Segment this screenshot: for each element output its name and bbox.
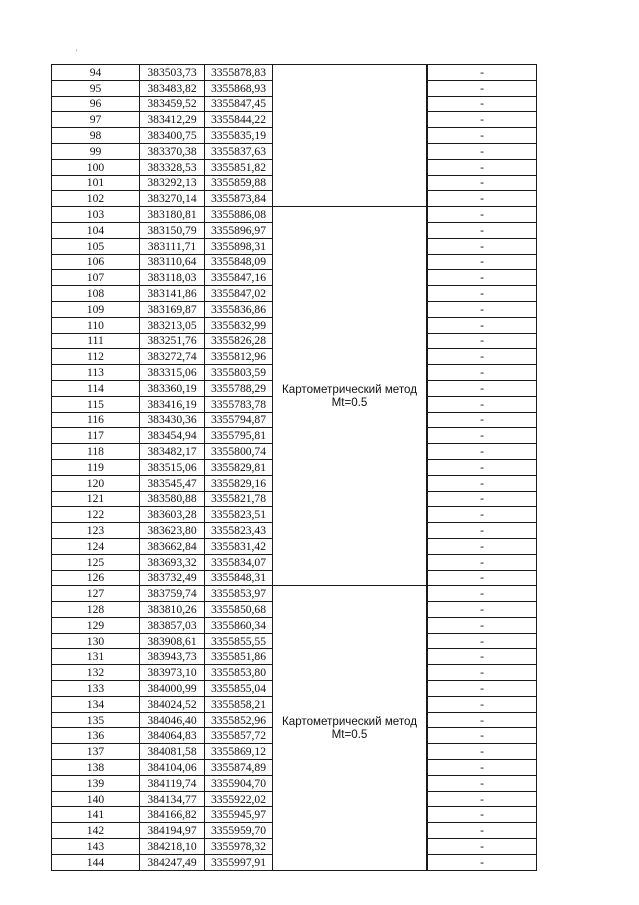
x-coordinate-cell: 383908,61 (140, 633, 205, 649)
y-coordinate-cell: 3355844,22 (205, 112, 273, 128)
value-cell: - (428, 775, 537, 791)
y-coordinate-cell: 3355851,82 (205, 159, 273, 175)
value-cell: - (428, 728, 537, 744)
value-cell: - (428, 507, 537, 523)
x-coordinate-cell: 383662,84 (140, 538, 205, 554)
x-coordinate-cell: 384166,82 (140, 807, 205, 823)
point-number-cell: 125 (52, 554, 140, 570)
value-cell: - (428, 80, 537, 96)
y-coordinate-cell: 3355855,04 (205, 681, 273, 697)
x-coordinate-cell: 383412,29 (140, 112, 205, 128)
point-number-cell: 95 (52, 80, 140, 96)
x-coordinate-cell: 383272,74 (140, 349, 205, 365)
y-coordinate-cell: 3355800,74 (205, 444, 273, 460)
x-coordinate-cell: 383545,47 (140, 475, 205, 491)
y-coordinate-cell: 3355831,42 (205, 538, 273, 554)
point-number-cell: 123 (52, 523, 140, 539)
point-number-cell: 94 (52, 65, 140, 81)
x-coordinate-cell: 383150,79 (140, 222, 205, 238)
y-coordinate-cell: 3355851,86 (205, 649, 273, 665)
point-number-cell: 121 (52, 491, 140, 507)
point-number-cell: 101 (52, 175, 140, 191)
point-number-cell: 99 (52, 143, 140, 159)
y-coordinate-cell: 3355945,97 (205, 807, 273, 823)
value-cell: - (428, 807, 537, 823)
value-cell: - (428, 523, 537, 539)
value-cell: - (428, 191, 537, 207)
point-number-cell: 120 (52, 475, 140, 491)
value-cell: - (428, 333, 537, 349)
y-coordinate-cell: 3355847,45 (205, 96, 273, 112)
point-number-cell: 116 (52, 412, 140, 428)
point-number-cell: 115 (52, 396, 140, 412)
y-coordinate-cell: 3355898,31 (205, 238, 273, 254)
x-coordinate-cell: 383693,32 (140, 554, 205, 570)
point-number-cell: 110 (52, 317, 140, 333)
point-number-cell: 113 (52, 365, 140, 381)
point-number-cell: 129 (52, 617, 140, 633)
value-cell: - (428, 365, 537, 381)
y-coordinate-cell: 3355896,97 (205, 222, 273, 238)
value-cell: - (428, 222, 537, 238)
point-number-cell: 128 (52, 602, 140, 618)
y-coordinate-cell: 3355858,21 (205, 696, 273, 712)
point-number-cell: 102 (52, 191, 140, 207)
x-coordinate-cell: 384064,83 (140, 728, 205, 744)
x-coordinate-cell: 383370,38 (140, 143, 205, 159)
x-coordinate-cell: 383482,17 (140, 444, 205, 460)
value-cell: - (428, 854, 537, 870)
method-cell (273, 207, 427, 586)
method-cell (273, 65, 427, 207)
point-number-cell: 134 (52, 696, 140, 712)
method-label: Картометрический метод (282, 714, 417, 728)
y-coordinate-cell: 3355812,96 (205, 349, 273, 365)
value-cell: - (428, 96, 537, 112)
coordinates-table (51, 64, 537, 871)
x-coordinate-cell: 384247,49 (140, 854, 205, 870)
y-coordinate-cell: 3355873,84 (205, 191, 273, 207)
point-number-cell: 119 (52, 459, 140, 475)
x-coordinate-cell: 384081,58 (140, 744, 205, 760)
x-coordinate-cell: 383623,80 (140, 523, 205, 539)
y-coordinate-cell: 3355978,32 (205, 839, 273, 855)
point-number-cell: 142 (52, 823, 140, 839)
value-cell: - (428, 791, 537, 807)
y-coordinate-cell: 3355848,31 (205, 570, 273, 586)
value-cell: - (428, 602, 537, 618)
y-coordinate-cell: 3355829,16 (205, 475, 273, 491)
y-coordinate-cell: 3355852,96 (205, 712, 273, 728)
y-coordinate-cell: 3355868,93 (205, 80, 273, 96)
point-number-cell: 106 (52, 254, 140, 270)
x-coordinate-cell: 383270,14 (140, 191, 205, 207)
x-coordinate-cell: 383973,10 (140, 665, 205, 681)
x-coordinate-cell: 383483,82 (140, 80, 205, 96)
value-cell: - (428, 396, 537, 412)
y-coordinate-cell: 3355859,88 (205, 175, 273, 191)
point-number-cell: 105 (52, 238, 140, 254)
x-coordinate-cell: 383603,28 (140, 507, 205, 523)
y-coordinate-cell: 3355878,83 (205, 65, 273, 81)
x-coordinate-cell: 383454,94 (140, 428, 205, 444)
y-coordinate-cell: 3355857,72 (205, 728, 273, 744)
y-coordinate-cell: 3355803,59 (205, 365, 273, 381)
x-coordinate-cell: 384218,10 (140, 839, 205, 855)
y-coordinate-cell: 3355788,29 (205, 380, 273, 396)
x-coordinate-cell: 383416,19 (140, 396, 205, 412)
value-cell: - (428, 412, 537, 428)
y-coordinate-cell: 3355821,78 (205, 491, 273, 507)
x-coordinate-cell: 383943,73 (140, 649, 205, 665)
y-coordinate-cell: 3355922,02 (205, 791, 273, 807)
x-coordinate-cell: 384134,77 (140, 791, 205, 807)
x-coordinate-cell: 383459,52 (140, 96, 205, 112)
x-coordinate-cell: 383141,86 (140, 286, 205, 302)
x-coordinate-cell: 383169,87 (140, 301, 205, 317)
point-number-cell: 114 (52, 380, 140, 396)
x-coordinate-cell: 383810,26 (140, 602, 205, 618)
y-coordinate-cell: 3355848,09 (205, 254, 273, 270)
y-coordinate-cell: 3355847,02 (205, 286, 273, 302)
value-cell: - (428, 159, 537, 175)
value-cell: - (428, 286, 537, 302)
point-number-cell: 140 (52, 791, 140, 807)
value-cell: - (428, 143, 537, 159)
x-coordinate-cell: 383118,03 (140, 270, 205, 286)
x-coordinate-cell: 383251,76 (140, 333, 205, 349)
value-cell: - (428, 491, 537, 507)
point-number-cell: 130 (52, 633, 140, 649)
x-coordinate-cell: 383857,03 (140, 617, 205, 633)
method-cell (273, 586, 427, 870)
y-coordinate-cell: 3355832,99 (205, 317, 273, 333)
value-cell: - (428, 238, 537, 254)
y-coordinate-cell: 3355869,12 (205, 744, 273, 760)
x-coordinate-cell: 383503,73 (140, 65, 205, 81)
point-number-cell: 112 (52, 349, 140, 365)
stray-mark: ' (76, 48, 78, 57)
point-number-cell: 97 (52, 112, 140, 128)
y-coordinate-cell: 3355847,16 (205, 270, 273, 286)
value-cell: - (428, 444, 537, 460)
y-coordinate-cell: 3355853,97 (205, 586, 273, 602)
value-cell: - (428, 649, 537, 665)
y-coordinate-cell: 3355835,19 (205, 128, 273, 144)
y-coordinate-cell: 3355823,51 (205, 507, 273, 523)
point-number-cell: 126 (52, 570, 140, 586)
x-coordinate-cell: 384104,06 (140, 760, 205, 776)
y-coordinate-cell: 3355834,07 (205, 554, 273, 570)
value-cell: - (428, 570, 537, 586)
point-number-cell: 118 (52, 444, 140, 460)
x-coordinate-cell: 384000,99 (140, 681, 205, 697)
value-cell: - (428, 475, 537, 491)
value-cell: - (428, 617, 537, 633)
y-coordinate-cell: 3355853,80 (205, 665, 273, 681)
point-number-cell: 100 (52, 159, 140, 175)
x-coordinate-cell: 383111,71 (140, 238, 205, 254)
table-row (52, 65, 537, 81)
point-number-cell: 104 (52, 222, 140, 238)
point-number-cell: 138 (52, 760, 140, 776)
value-cell: - (428, 681, 537, 697)
value-cell: - (428, 665, 537, 681)
point-number-cell: 108 (52, 286, 140, 302)
point-number-cell: 131 (52, 649, 140, 665)
value-cell: - (428, 554, 537, 570)
value-cell: - (428, 317, 537, 333)
y-coordinate-cell: 3355997,91 (205, 854, 273, 870)
x-coordinate-cell: 384024,52 (140, 696, 205, 712)
value-cell: - (428, 633, 537, 649)
x-coordinate-cell: 383315,06 (140, 365, 205, 381)
x-coordinate-cell: 383180,81 (140, 207, 205, 223)
y-coordinate-cell: 3355860,34 (205, 617, 273, 633)
value-cell: - (428, 712, 537, 728)
value-cell: - (428, 538, 537, 554)
y-coordinate-cell: 3355855,55 (205, 633, 273, 649)
x-coordinate-cell: 383580,88 (140, 491, 205, 507)
x-coordinate-cell: 383515,06 (140, 459, 205, 475)
point-number-cell: 137 (52, 744, 140, 760)
y-coordinate-cell: 3355836,86 (205, 301, 273, 317)
value-cell: - (428, 112, 537, 128)
y-coordinate-cell: 3355837,63 (205, 143, 273, 159)
x-coordinate-cell: 384119,74 (140, 775, 205, 791)
value-cell: - (428, 428, 537, 444)
value-cell: - (428, 380, 537, 396)
y-coordinate-cell: 3355904,70 (205, 775, 273, 791)
y-coordinate-cell: 3355850,68 (205, 602, 273, 618)
x-coordinate-cell: 383213,05 (140, 317, 205, 333)
y-coordinate-cell: 3355823,43 (205, 523, 273, 539)
point-number-cell: 144 (52, 854, 140, 870)
point-number-cell: 136 (52, 728, 140, 744)
y-coordinate-cell: 3355829,81 (205, 459, 273, 475)
point-number-cell: 109 (52, 301, 140, 317)
point-number-cell: 98 (52, 128, 140, 144)
value-cell: - (428, 839, 537, 855)
point-number-cell: 135 (52, 712, 140, 728)
point-number-cell: 143 (52, 839, 140, 855)
value-cell: - (428, 823, 537, 839)
point-number-cell: 111 (52, 333, 140, 349)
value-cell: - (428, 301, 537, 317)
method-label: Картометрический метод (282, 383, 417, 397)
point-number-cell: 124 (52, 538, 140, 554)
value-cell: - (428, 270, 537, 286)
coordinates-table-body (52, 65, 537, 871)
y-coordinate-cell: 3355795,81 (205, 428, 273, 444)
y-coordinate-cell: 3355783,78 (205, 396, 273, 412)
value-cell: - (428, 128, 537, 144)
value-cell: - (428, 175, 537, 191)
value-cell: - (428, 349, 537, 365)
point-number-cell: 133 (52, 681, 140, 697)
accuracy-label: Mt=0.5 (331, 396, 368, 410)
value-cell: - (428, 760, 537, 776)
y-coordinate-cell: 3355794,87 (205, 412, 273, 428)
value-cell: - (428, 459, 537, 475)
y-coordinate-cell: 3355886,08 (205, 207, 273, 223)
point-number-cell: 96 (52, 96, 140, 112)
x-coordinate-cell: 383400,75 (140, 128, 205, 144)
point-number-cell: 117 (52, 428, 140, 444)
value-cell: - (428, 586, 537, 602)
accuracy-label: Mt=0.5 (331, 727, 368, 741)
value-cell: - (428, 254, 537, 270)
value-cell: - (428, 696, 537, 712)
y-coordinate-cell: 3355874,89 (205, 760, 273, 776)
x-coordinate-cell: 383360,19 (140, 380, 205, 396)
point-number-cell: 107 (52, 270, 140, 286)
y-coordinate-cell: 3355826,28 (205, 333, 273, 349)
x-coordinate-cell: 383110,64 (140, 254, 205, 270)
point-number-cell: 132 (52, 665, 140, 681)
x-coordinate-cell: 383292,13 (140, 175, 205, 191)
x-coordinate-cell: 384194,97 (140, 823, 205, 839)
value-cell: - (428, 65, 537, 81)
x-coordinate-cell: 383759,74 (140, 586, 205, 602)
table-row (52, 207, 537, 223)
x-coordinate-cell: 383430,36 (140, 412, 205, 428)
x-coordinate-cell: 384046,40 (140, 712, 205, 728)
x-coordinate-cell: 383328,53 (140, 159, 205, 175)
value-cell: - (428, 207, 537, 223)
x-coordinate-cell: 383732,49 (140, 570, 205, 586)
point-number-cell: 122 (52, 507, 140, 523)
value-cell: - (428, 744, 537, 760)
point-number-cell: 127 (52, 586, 140, 602)
point-number-cell: 139 (52, 775, 140, 791)
table-row (52, 586, 537, 602)
y-coordinate-cell: 3355959,70 (205, 823, 273, 839)
point-number-cell: 141 (52, 807, 140, 823)
point-number-cell: 103 (52, 207, 140, 223)
